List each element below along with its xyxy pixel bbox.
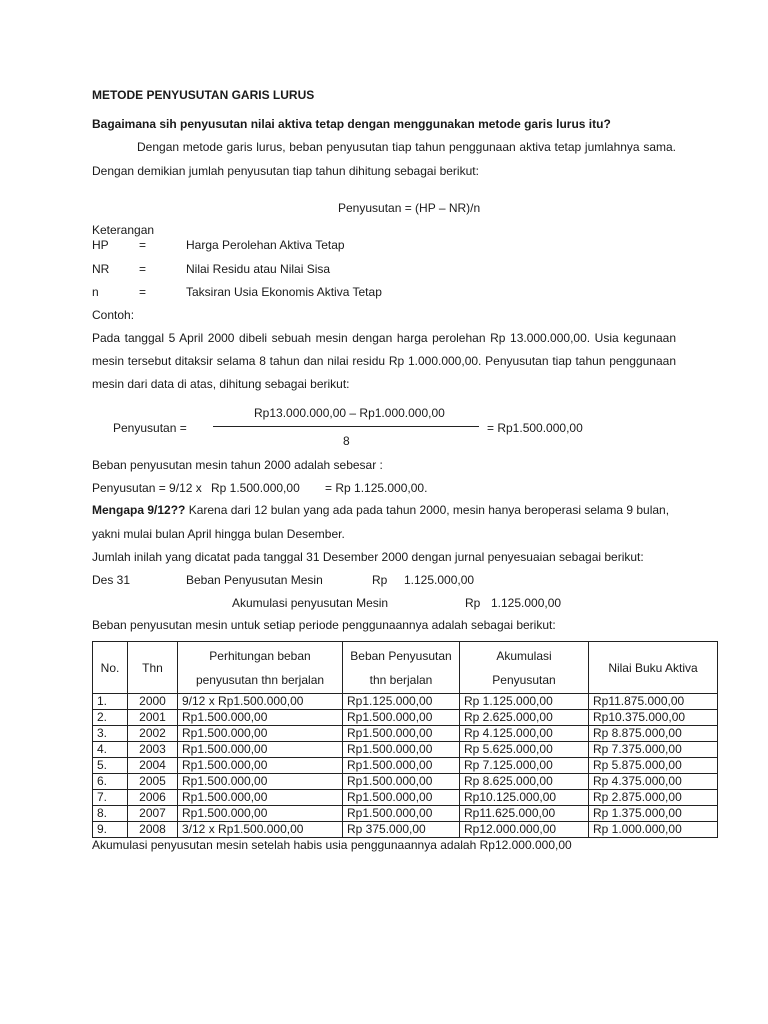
cell-akumulasi: Rp 8.625.000,00 [460, 774, 589, 790]
mengapa-line-1 [92, 503, 669, 517]
cell-beban: Rp1.125.000,00 [343, 694, 460, 710]
cell-nilai-buku: Rp 2.875.000,00 [589, 790, 718, 806]
header-no: No. [93, 642, 128, 694]
cell-nilai-buku: Rp 1.375.000,00 [589, 806, 718, 822]
table-row [93, 774, 718, 790]
cell-akumulasi: Rp12.000.000,00 [460, 822, 589, 838]
cell-no: 7. [93, 790, 128, 806]
cell-akumulasi: Rp 7.125.000,00 [460, 758, 589, 774]
cell-nilai-buku: Rp11.875.000,00 [589, 694, 718, 710]
cell-nilai-buku: Rp 5.875.000,00 [589, 758, 718, 774]
header-perhitungan-line-1: Perhitungan beban [209, 648, 311, 663]
cell-beban: Rp1.500.000,00 [343, 726, 460, 742]
table-row [93, 726, 718, 742]
cell-akumulasi: Rp10.125.000,00 [460, 790, 589, 806]
closing-line: Akumulasi penyusutan mesin setelah habis usia penggunaannya adalah Rp12.000.000,00 [92, 838, 572, 852]
header-thn: Thn [128, 642, 178, 694]
table-row [93, 822, 718, 838]
cell-no: 5. [93, 758, 128, 774]
cell-perhitungan: Rp1.500.000,00 [178, 726, 343, 742]
contoh-line-2: mesin tersebut ditaksir selama 8 tahun dan nilai residu Rp 1.000.000,00. Penyusutan tiap tahun penggunaan [92, 354, 676, 368]
cell-thn: 2001 [128, 710, 178, 726]
mengapa-rest: Karena dari 12 bulan yang ada pada tahun 2000, mesin hanya beroperasi selama 9 bulan, [185, 503, 670, 517]
cell-nilai-buku: Rp 1.000.000,00 [589, 822, 718, 838]
cell-no: 9. [93, 822, 128, 838]
fraction-label: Penyusutan = [113, 421, 187, 435]
table-row [93, 710, 718, 726]
cell-beban: Rp1.500.000,00 [343, 758, 460, 774]
cell-akumulasi: Rp 5.625.000,00 [460, 742, 589, 758]
keterangan-nr-symbol: NR [92, 262, 110, 276]
jurnal-debit-account: Beban Penyusutan Mesin [186, 573, 323, 587]
table-header-row [93, 642, 718, 694]
contoh-line-1: Pada tanggal 5 April 2000 dibeli sebuah mesin dengan harga perolehan Rp 13.000.000,00. Usia kegunaan [92, 331, 676, 345]
cell-nilai-buku: Rp 7.375.000,00 [589, 742, 718, 758]
mengapa-line-2: yakni mulai bulan April hingga bulan Desember. [92, 527, 345, 541]
cell-beban: Rp1.500.000,00 [343, 790, 460, 806]
question-line: Bagaimana sih penyusutan nilai aktiva tetap dengan menggunakan metode garis lurus itu? [92, 117, 611, 131]
cell-perhitungan: Rp1.500.000,00 [178, 806, 343, 822]
header-akumulasi-line-2: Penyusutan [492, 672, 556, 687]
intro-line-2: Dengan demikian jumlah penyusutan tiap tahun dihitung sebagai berikut: [92, 164, 479, 178]
keterangan-n-equals: = [139, 285, 147, 299]
cell-thn: 2008 [128, 822, 178, 838]
cell-no: 2. [93, 710, 128, 726]
formula: Penyusutan = (HP – NR)/n [338, 201, 481, 215]
jurnal-debit-amount: 1.125.000,00 [404, 573, 475, 587]
keterangan-hp-equals: = [139, 238, 147, 252]
keterangan-nr-equals: = [139, 262, 147, 276]
cell-no: 3. [93, 726, 128, 742]
cell-akumulasi: Rp 4.125.000,00 [460, 726, 589, 742]
keterangan-label: Keterangan [92, 223, 155, 237]
cell-thn: 2003 [128, 742, 178, 758]
header-perhitungan [178, 642, 343, 694]
header-beban-line-2: thn berjalan [369, 672, 433, 687]
cell-no: 6. [93, 774, 128, 790]
cell-akumulasi: Rp 1.125.000,00 [460, 694, 589, 710]
keterangan-nr-desc: Nilai Residu atau Nilai Sisa [186, 262, 331, 276]
beban-2000-calc-c: = Rp 1.125.000,00. [325, 481, 428, 495]
header-akumulasi [460, 642, 589, 694]
cell-thn: 2004 [128, 758, 178, 774]
fraction-bar [213, 426, 479, 427]
cell-nilai-buku: Rp10.375.000,00 [589, 710, 718, 726]
table-intro: Beban penyusutan mesin untuk setiap periode penggunaannya adalah sebagai berikut: [92, 618, 556, 632]
jurnal-credit-currency: Rp [465, 596, 481, 610]
keterangan-n-symbol: n [92, 285, 99, 299]
cell-perhitungan: Rp1.500.000,00 [178, 710, 343, 726]
cell-thn: 2002 [128, 726, 178, 742]
cell-no: 8. [93, 806, 128, 822]
cell-beban: Rp1.500.000,00 [343, 710, 460, 726]
contoh-label: Contoh: [92, 308, 135, 322]
beban-2000-calc-a: Penyusutan = 9/12 x [92, 481, 202, 495]
fraction-result: = Rp1.500.000,00 [487, 421, 583, 435]
document-heading: METODE PENYUSUTAN GARIS LURUS [92, 88, 315, 102]
cell-perhitungan: 9/12 x Rp1.500.000,00 [178, 694, 343, 710]
fraction-numerator: Rp13.000.000,00 – Rp1.000.000,00 [254, 406, 445, 420]
keterangan-n-desc: Taksiran Usia Ekonomis Aktiva Tetap [186, 285, 382, 299]
jurnal-date: Des 31 [92, 573, 131, 587]
cell-perhitungan: Rp1.500.000,00 [178, 758, 343, 774]
jurnal-intro: Jumlah inilah yang dicatat pada tanggal 31 Desember 2000 dengan jurnal penyesuaian sebagai berikut: [92, 550, 644, 564]
cell-no: 4. [93, 742, 128, 758]
cell-no: 1. [93, 694, 128, 710]
mengapa-bold: Mengapa 9/12?? [92, 503, 186, 517]
cell-thn: 2000 [128, 694, 178, 710]
jurnal-debit-currency: Rp [372, 573, 388, 587]
cell-akumulasi: Rp 2.625.000,00 [460, 710, 589, 726]
header-akumulasi-line-1: Akumulasi [496, 648, 552, 663]
table-row [93, 806, 718, 822]
cell-thn: 2007 [128, 806, 178, 822]
header-nilai-buku: Nilai Buku Aktiva [589, 642, 718, 694]
keterangan-hp-desc: Harga Perolehan Aktiva Tetap [186, 238, 345, 252]
cell-perhitungan: Rp1.500.000,00 [178, 774, 343, 790]
cell-nilai-buku: Rp 8.875.000,00 [589, 726, 718, 742]
header-beban [343, 642, 460, 694]
table-row [93, 742, 718, 758]
cell-nilai-buku: Rp 4.375.000,00 [589, 774, 718, 790]
cell-beban: Rp1.500.000,00 [343, 742, 460, 758]
cell-perhitungan: Rp1.500.000,00 [178, 742, 343, 758]
contoh-line-3: mesin dari data di atas, dihitung sebagai berikut: [92, 377, 350, 391]
cell-akumulasi: Rp11.625.000,00 [460, 806, 589, 822]
beban-2000-calc-b: Rp 1.500.000,00 [211, 481, 300, 495]
jurnal-credit-account: Akumulasi penyusutan Mesin [232, 596, 389, 610]
table-row [93, 790, 718, 806]
table-row [93, 694, 718, 710]
intro-line-1: Dengan metode garis lurus, beban penyusutan tiap tahun penggunaan aktiva tetap jumlahnya sama. [137, 140, 676, 154]
depreciation-table [92, 641, 718, 838]
fraction-denominator: 8 [343, 434, 350, 448]
cell-thn: 2005 [128, 774, 178, 790]
header-beban-line-1: Beban Penyusutan [350, 648, 452, 663]
cell-beban: Rp1.500.000,00 [343, 774, 460, 790]
cell-beban: Rp1.500.000,00 [343, 806, 460, 822]
cell-beban: Rp 375.000,00 [343, 822, 460, 838]
keterangan-hp-symbol: HP [92, 238, 109, 252]
cell-perhitungan: Rp1.500.000,00 [178, 790, 343, 806]
cell-thn: 2006 [128, 790, 178, 806]
header-perhitungan-line-2: penyusutan thn berjalan [195, 672, 325, 687]
beban-2000-line: Beban penyusutan mesin tahun 2000 adalah sebesar : [92, 458, 383, 472]
jurnal-credit-amount: 1.125.000,00 [491, 596, 562, 610]
cell-perhitungan: 3/12 x Rp1.500.000,00 [178, 822, 343, 838]
table-row [93, 758, 718, 774]
